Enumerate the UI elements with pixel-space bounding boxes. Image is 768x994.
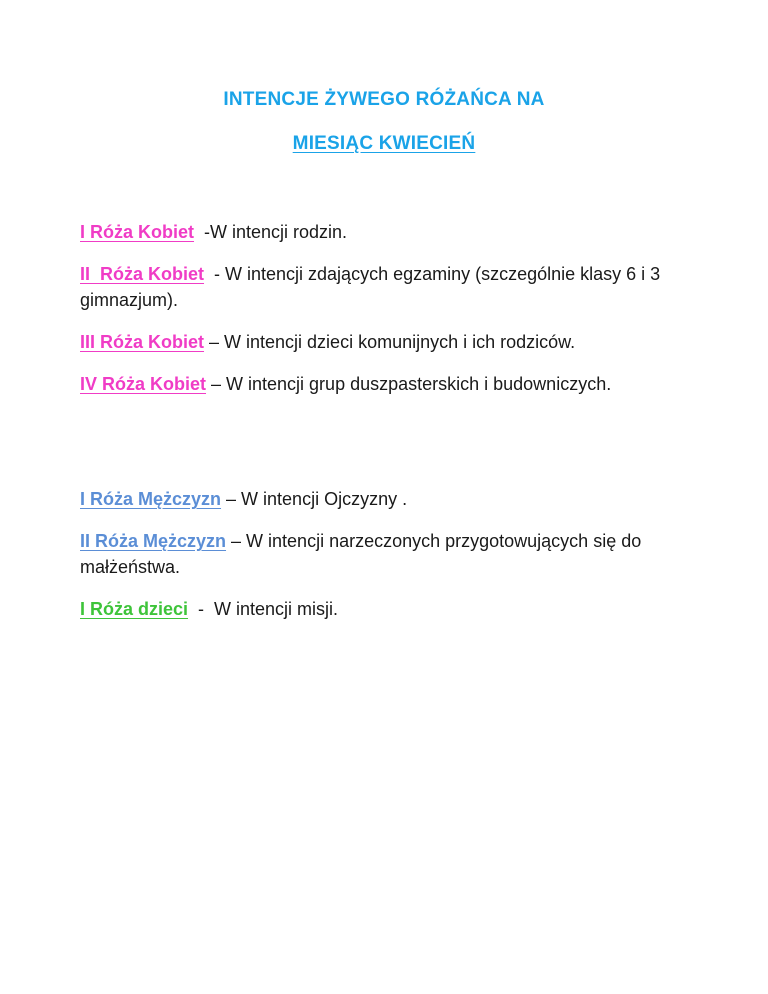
intention-entry <box>80 528 690 580</box>
women-roses-list <box>80 219 690 397</box>
men-children-roses-list <box>80 486 690 622</box>
rose-name: IV Róża Kobiet <box>80 374 207 394</box>
rose-name: I Róża dzieci <box>80 599 189 619</box>
document-title: INTENCJE ŻYWEGO RÓŻAŃCA NA <box>223 89 545 110</box>
intention-text: -W intencji rodzin. <box>194 222 348 242</box>
intention-entry <box>80 329 690 355</box>
intention-entry <box>80 261 690 313</box>
rose-name: II Róża Mężczyzn <box>80 531 227 551</box>
intention-entry <box>80 596 690 622</box>
intention-text: – W intencji dzieci komunijnych i ich rodziców. <box>204 332 576 352</box>
intention-text: – W intencji grup duszpasterskich i budowniczych. <box>206 374 612 394</box>
intention-text: - W intencji misji. <box>188 599 339 619</box>
intention-text: - W intencji zdających egzaminy (szczególnie klasy 6 i 3 gimnazjum). <box>80 264 666 310</box>
intention-text: – W intencji Ojczyzny . <box>221 489 408 509</box>
rose-name: III Róża Kobiet <box>80 332 205 352</box>
document-subtitle: MIESIĄC KWIECIEŃ <box>292 133 476 154</box>
intention-entry <box>80 371 690 397</box>
rose-name: I Róża Kobiet <box>80 222 195 242</box>
rose-name: II Róża Kobiet <box>80 264 205 284</box>
intention-text: – W intencji narzeczonych przygotowujących się do małżeństwa. <box>80 531 647 577</box>
intention-entry <box>80 486 690 512</box>
intention-entry <box>80 219 690 245</box>
rose-name: I Róża Mężczyzn <box>80 489 222 509</box>
